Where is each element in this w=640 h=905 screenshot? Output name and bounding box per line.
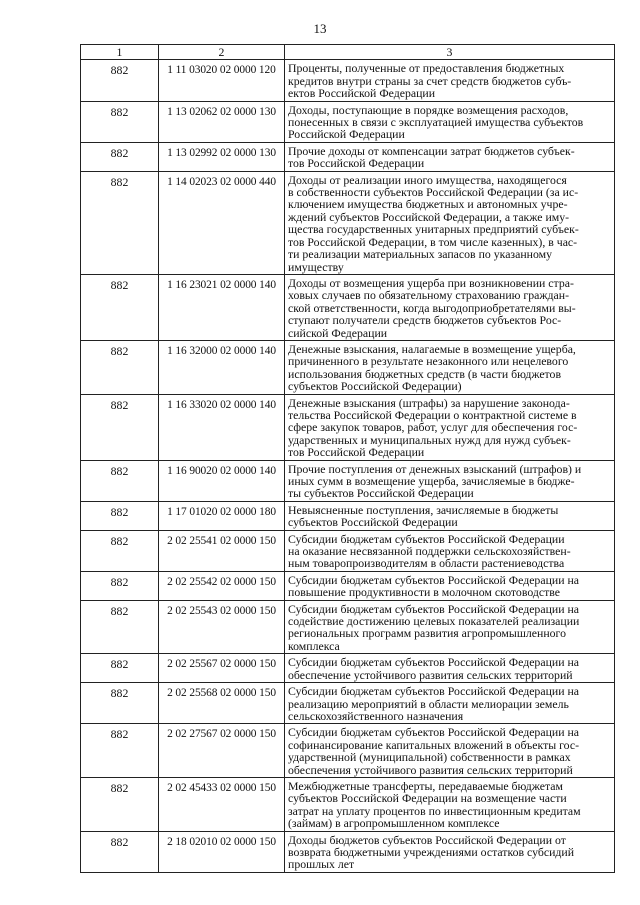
- revenue-name-line: Денежные взыскания (штрафы) за нарушение законода-: [288, 395, 570, 410]
- revenue-name-line: возврата бюджетными учреждениями остатков субсидий: [288, 844, 575, 859]
- revenue-name-line: кредитов внутри страны за счет средств бюджетов субъ-: [288, 73, 572, 88]
- revenue-name-cell: [285, 683, 615, 724]
- revenue-name-line: понесенных в связи с эксплуатацией имущества субъектов: [288, 115, 584, 130]
- revenue-name-line: содействие достижению целевых показателей реализации: [288, 614, 580, 629]
- revenue-name-line: ты субъектов Российской Федерации: [288, 486, 474, 501]
- revenue-name-line: Доходы бюджетов субъектов Российской Федерации от: [288, 832, 566, 847]
- revenue-name-line: ектов Российской Федерации: [288, 86, 436, 101]
- budget-code-cell: 2 02 45433 02 0000 150: [159, 777, 285, 831]
- revenue-name-cell: [285, 571, 615, 600]
- table-row: [81, 171, 615, 274]
- revenue-name-line: затрат на уплату процентов по инвестиционным кредитам: [288, 803, 581, 818]
- revenue-name-line: ти реализации материальных запасов по указанному: [288, 247, 552, 262]
- admin-code-cell: 882: [81, 101, 159, 142]
- admin-code-cell: 882: [81, 683, 159, 724]
- table-row: [81, 654, 615, 683]
- admin-code-cell: 882: [81, 654, 159, 683]
- revenue-name-line: Проценты, полученные от предоставления бюджетных: [288, 61, 565, 76]
- revenue-name-line: сфере закупок товаров, работ, услуг для обеспечения гос-: [288, 420, 578, 435]
- revenue-name-line: региональных программ развития агропромышленного: [288, 626, 566, 641]
- table-row: [81, 394, 615, 460]
- revenue-name-cell: [285, 171, 615, 274]
- page-number: 13: [313, 21, 327, 36]
- revenue-name-line: иных сумм в возмещение ущерба, зачисляемые в бюдже-: [288, 474, 575, 488]
- header-col-3: 3: [285, 45, 615, 60]
- table-row: [81, 777, 615, 831]
- budget-code-cell: 1 16 32000 02 0000 140: [159, 340, 285, 394]
- revenue-name-line: тов Российской Федерации, в том числе казенных), в час-: [288, 234, 578, 249]
- revenue-name-line: тельства Российской Федерации о контрактной системе в: [288, 407, 577, 422]
- table-row: [81, 683, 615, 724]
- table-row: [81, 101, 615, 142]
- revenue-name-line: в собственности субъектов Российской Федерации (за ис-: [288, 185, 579, 200]
- revenue-name-line: Субсидии бюджетам субъектов Российской Федерации на: [288, 572, 580, 587]
- admin-code-cell: 882: [81, 777, 159, 831]
- table-row: [81, 571, 615, 600]
- revenue-name-line: обеспечения устойчивого развития сельских территорий: [288, 762, 573, 777]
- revenue-name-cell: [285, 394, 615, 460]
- budget-code-cell: 1 11 03020 02 0000 120: [159, 60, 285, 101]
- revenue-name-line: Прочие поступления от денежных взысканий (штрафов) и: [288, 461, 582, 476]
- revenue-name-line: реализацию мероприятий в области мелиорации земель: [288, 696, 569, 711]
- revenue-name-line: ступают получатели средств бюджетов субъектов Рос-: [288, 313, 562, 328]
- revenue-name-line: Доходы от возмещения ущерба при возникновении стра-: [288, 275, 574, 290]
- budget-code-cell: 1 13 02062 02 0000 130: [159, 101, 285, 142]
- revenue-name-cell: [285, 654, 615, 683]
- admin-code-cell: 882: [81, 340, 159, 394]
- revenue-name-line: повышение продуктивности в молочном скотоводстве: [288, 585, 561, 600]
- admin-code-cell: 882: [81, 460, 159, 501]
- admin-code-cell: 882: [81, 571, 159, 600]
- budget-code-cell: 1 16 90020 02 0000 140: [159, 460, 285, 501]
- revenue-name-cell: [285, 460, 615, 501]
- table-header-row: [81, 45, 615, 60]
- budget-code-cell: 1 13 02992 02 0000 130: [159, 142, 285, 171]
- budget-code-cell: 1 16 33020 02 0000 140: [159, 394, 285, 460]
- table-row: [81, 60, 615, 101]
- revenue-name-line: прошлых лет: [288, 857, 355, 872]
- revenue-name-line: ударственных и муниципальных нужд для нужд субъек-: [288, 432, 571, 447]
- budget-code-cell: 2 02 27567 02 0000 150: [159, 724, 285, 778]
- revenue-name-line: Субсидии бюджетам субъектов Российской Федерации на: [288, 725, 580, 740]
- revenue-name-line: (займам) в агропромышленном комплексе: [288, 816, 500, 831]
- revenue-name-line: ховых случаев по обязательному страхованию граждан-: [288, 288, 570, 303]
- table-row: [81, 460, 615, 501]
- budget-code-cell: 2 18 02010 02 0000 150: [159, 831, 285, 872]
- revenue-name-line: Субсидии бюджетам субъектов Российской Федерации на: [288, 655, 580, 670]
- admin-code-cell: 882: [81, 60, 159, 101]
- revenue-name-cell: [285, 777, 615, 831]
- revenue-name-line: сийской Федерации: [288, 325, 388, 340]
- table-body: [81, 60, 615, 872]
- table-row: [81, 530, 615, 571]
- revenue-name-line: Доходы от реализации иного имущества, находящегося: [288, 172, 567, 187]
- revenue-name-line: причиненного в результате незаконного или нецелевого: [288, 354, 569, 369]
- revenue-name-line: софинансирование капитальных вложений в объекты гос-: [288, 737, 580, 752]
- admin-code-cell: 882: [81, 501, 159, 530]
- revenue-name-line: Невыясненные поступления, зачисляемые в бюджеты: [288, 502, 559, 517]
- revenue-name-line: Межбюджетные трансферты, передаваемые бюджетам: [288, 778, 564, 793]
- table-row: [81, 142, 615, 171]
- revenue-name-cell: [285, 101, 615, 142]
- revenue-name-line: субъектов Российской Федерации): [288, 379, 462, 394]
- revenue-name-line: комплекса: [288, 638, 340, 653]
- header-col-1: 1: [81, 45, 159, 60]
- revenue-name-line: ным товаропроизводителям в области растениеводства: [288, 556, 565, 571]
- revenue-name-line: Прочие доходы от компенсации затрат бюджетов субъек-: [288, 143, 575, 158]
- revenue-name-line: Субсидии бюджетам субъектов Российской Федерации: [288, 531, 565, 546]
- table-row: [81, 600, 615, 654]
- revenue-name-line: щества государственных унитарных предприятий субъек-: [288, 222, 579, 237]
- table-row: [81, 831, 615, 872]
- table-row: [81, 724, 615, 778]
- revenue-name-line: Денежные взыскания, налагаемые в возмещение ущерба,: [288, 341, 576, 356]
- revenue-name-line: тов Российской Федерации: [288, 156, 425, 171]
- revenue-name-line: Субсидии бюджетам субъектов Российской Федерации на: [288, 684, 580, 699]
- admin-code-cell: 882: [81, 142, 159, 171]
- budget-code-cell: 1 17 01020 02 0000 180: [159, 501, 285, 530]
- revenue-name-line: Российской Федерации: [288, 127, 405, 142]
- revenue-name-line: Доходы, поступающие в порядке возмещения расходов,: [288, 102, 569, 117]
- header-col-2: 2: [159, 45, 285, 60]
- budget-code-cell: 2 02 25567 02 0000 150: [159, 654, 285, 683]
- revenue-name-line: ской ответственности, когда выгодоприобретателями вы-: [288, 300, 576, 315]
- revenue-name-cell: [285, 530, 615, 571]
- revenue-name-line: ждений субъектов Российской Федерации, а также иму-: [288, 209, 570, 224]
- admin-code-cell: 882: [81, 394, 159, 460]
- budget-code-cell: 1 14 02023 02 0000 440: [159, 171, 285, 274]
- revenue-name-line: ударственной (муниципальной) собственности в рамках: [288, 750, 571, 765]
- revenue-name-line: ключением имущества бюджетных и автономных учре-: [288, 197, 568, 212]
- revenue-name-line: сельскохозяйственного назначения: [288, 708, 464, 723]
- budget-code-cell: 2 02 25541 02 0000 150: [159, 530, 285, 571]
- admin-code-cell: 882: [81, 171, 159, 274]
- revenue-name-line: на оказание несвязанной поддержки сельскохозяйствен-: [288, 544, 571, 559]
- revenue-name-cell: [285, 501, 615, 530]
- revenue-name-cell: [285, 142, 615, 171]
- budget-code-cell: 2 02 25543 02 0000 150: [159, 600, 285, 654]
- revenue-name-cell: [285, 274, 615, 340]
- revenue-name-cell: [285, 340, 615, 394]
- budget-code-cell: 1 16 23021 02 0000 140: [159, 274, 285, 340]
- revenue-name-line: тов Российской Федерации: [288, 445, 425, 460]
- table-row: [81, 340, 615, 394]
- revenue-name-line: обеспечение устойчивого развития сельских территорий: [288, 667, 573, 682]
- admin-code-cell: 882: [81, 600, 159, 654]
- revenue-name-cell: [285, 600, 615, 654]
- admin-code-cell: 882: [81, 530, 159, 571]
- table-row: [81, 274, 615, 340]
- budget-code-cell: 2 02 25542 02 0000 150: [159, 571, 285, 600]
- revenue-name-line: имуществу: [288, 259, 344, 274]
- admin-code-cell: 882: [81, 724, 159, 778]
- revenue-name-line: Субсидии бюджетам субъектов Российской Федерации на: [288, 601, 580, 616]
- revenue-name-cell: [285, 60, 615, 101]
- revenue-name-line: субъектов Российской Федерации: [288, 515, 458, 530]
- revenue-codes-table: [80, 44, 615, 873]
- revenue-name-cell: [285, 831, 615, 872]
- table-row: [81, 501, 615, 530]
- admin-code-cell: 882: [81, 831, 159, 872]
- admin-code-cell: 882: [81, 274, 159, 340]
- revenue-name-line: субъектов Российской Федерации на возмещение части: [288, 791, 567, 806]
- revenue-name-cell: [285, 724, 615, 778]
- revenue-name-line: использования бюджетных средств (в части бюджетов: [288, 366, 562, 381]
- budget-code-cell: 2 02 25568 02 0000 150: [159, 683, 285, 724]
